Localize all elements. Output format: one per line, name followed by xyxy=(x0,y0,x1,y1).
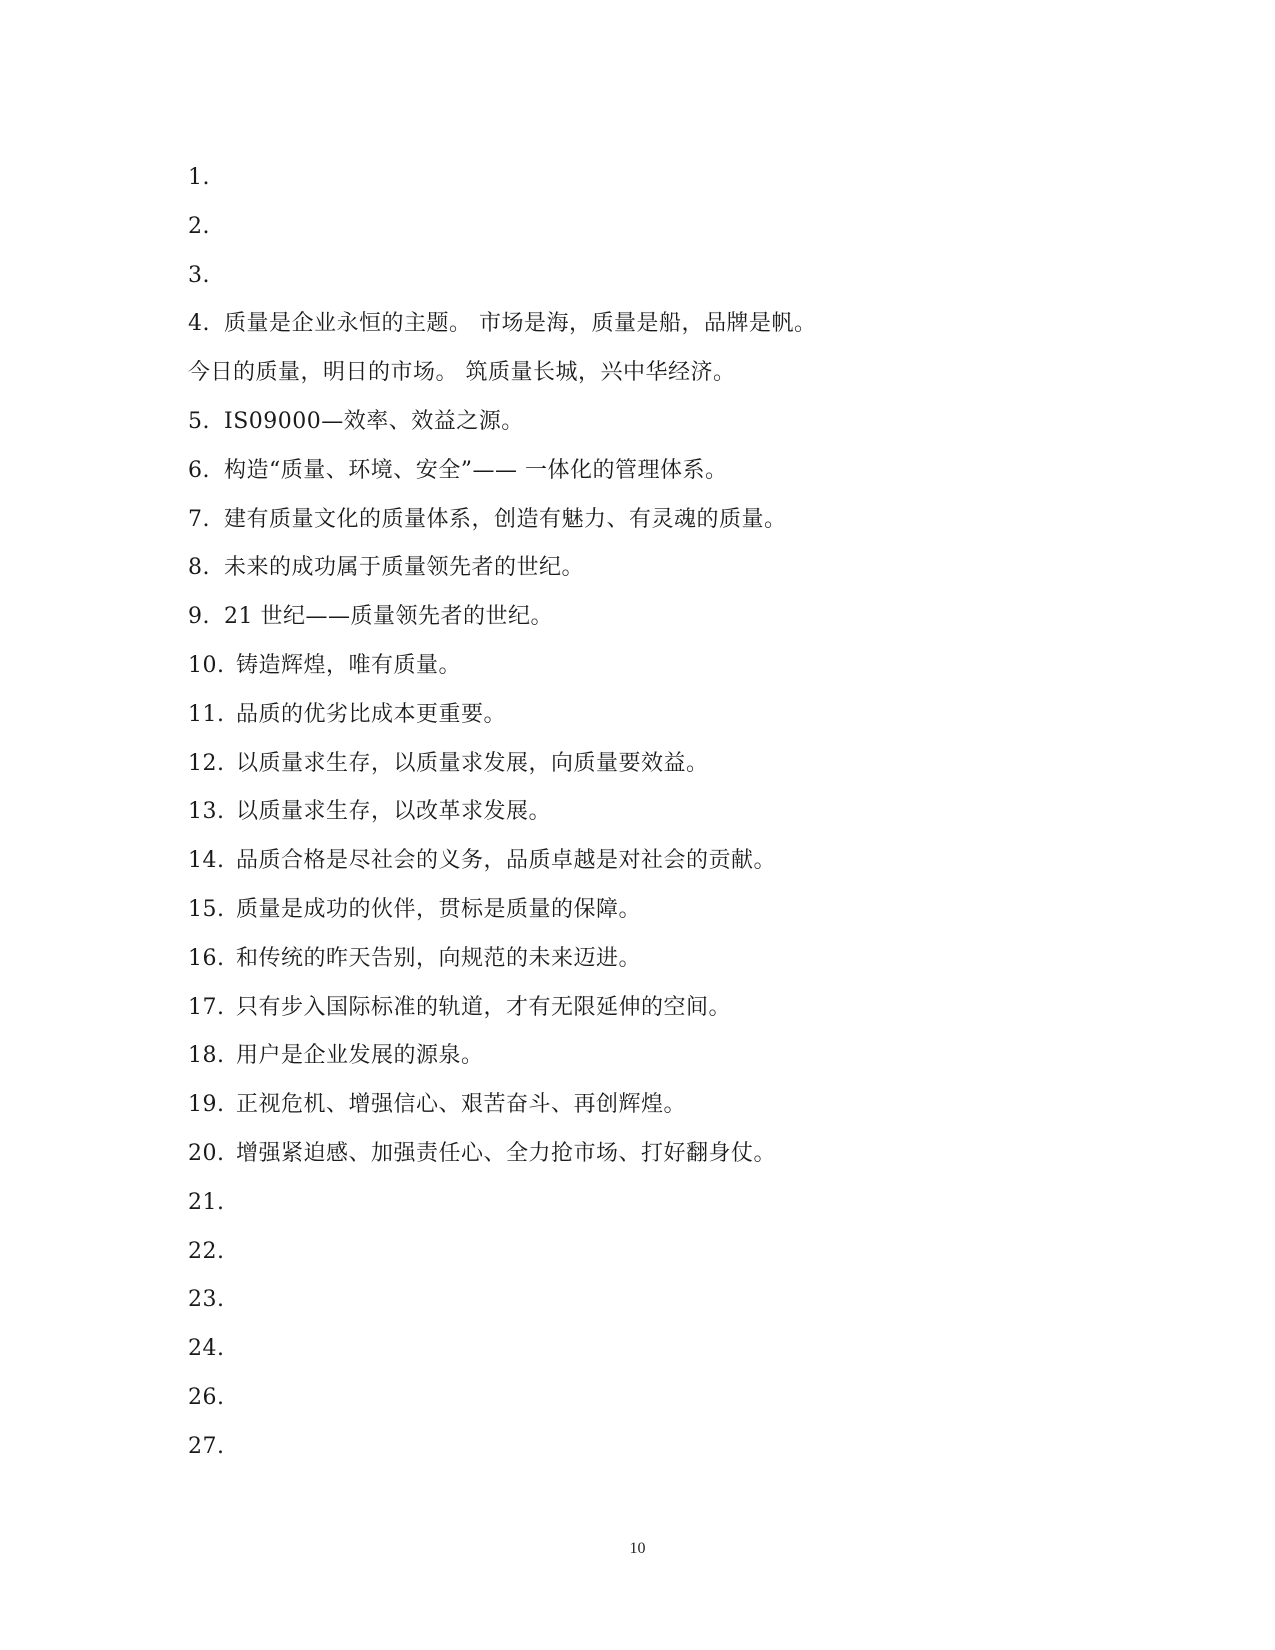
list-item xyxy=(188,1136,1088,1185)
list-item xyxy=(188,794,1088,843)
item-text: 只有步入国际标准的轨道，才有无限延伸的空间。 xyxy=(236,994,732,1020)
item-text: 21 世纪——质量领先者的世纪。 xyxy=(224,604,553,630)
item-text: 构造“质量、环境、安全”—— 一体化的管理体系。 xyxy=(224,457,728,483)
item-text: 今日的质量，明日的市场。 筑质量长城，兴中华经济。 xyxy=(188,360,736,386)
list-item xyxy=(188,404,1088,453)
list-item xyxy=(188,892,1088,941)
item-text: 以质量求生存，以质量求发展，向质量要效益。 xyxy=(236,750,709,776)
item-number: 3. xyxy=(188,262,210,288)
item-number: 15. xyxy=(188,896,225,922)
item-text: 品质合格是尽社会的义务，品质卓越是对社会的贡献。 xyxy=(236,848,777,874)
item-number: 11. xyxy=(188,701,225,727)
item-number: 18. xyxy=(188,1043,225,1069)
item-number: 24. xyxy=(188,1336,225,1362)
list-item xyxy=(188,648,1088,697)
list-item xyxy=(188,599,1088,648)
list-item xyxy=(188,1038,1088,1087)
list-item xyxy=(188,1234,1088,1283)
item-number: 26. xyxy=(188,1384,225,1410)
item-text: IS09000—效率、效益之源。 xyxy=(224,408,524,434)
list-item xyxy=(188,1185,1088,1234)
list-item xyxy=(188,1331,1088,1380)
item-text: 质量是企业永恒的主题。 市场是海，质量是船，品牌是帆。 xyxy=(224,311,817,337)
list-item xyxy=(188,502,1088,551)
item-text: 以质量求生存，以改革求发展。 xyxy=(236,799,552,825)
item-text: 品质的优劣比成本更重要。 xyxy=(236,701,507,727)
item-number: 17. xyxy=(188,994,225,1020)
item-number: 2. xyxy=(188,213,210,239)
item-number: 7. xyxy=(188,506,210,532)
item-text: 用户是企业发展的源泉。 xyxy=(236,1043,484,1069)
item-number: 23. xyxy=(188,1287,225,1313)
item-text: 和传统的昨天告别，向规范的未来迈进。 xyxy=(236,945,642,971)
list-item xyxy=(188,306,1088,355)
item-number: 4. xyxy=(188,311,210,337)
list-item xyxy=(188,1380,1088,1429)
list-item xyxy=(188,697,1088,746)
list-item-continuation xyxy=(188,355,1088,404)
list-item xyxy=(188,209,1088,258)
item-number: 27. xyxy=(188,1433,225,1459)
item-text: 正视危机、增强信心、艰苦奋斗、再创辉煌。 xyxy=(236,1092,687,1118)
list-item xyxy=(188,843,1088,892)
item-number: 22. xyxy=(188,1238,225,1264)
item-number: 16. xyxy=(188,945,225,971)
item-number: 1. xyxy=(188,165,210,190)
item-text: 铸造辉煌，唯有质量。 xyxy=(236,652,462,678)
list-item xyxy=(188,1087,1088,1136)
list-item xyxy=(188,746,1088,795)
item-number: 20. xyxy=(188,1140,225,1166)
item-number: 12. xyxy=(188,750,225,776)
item-text: 未来的成功属于质量领先者的世纪。 xyxy=(224,555,585,581)
item-number: 21. xyxy=(188,1189,225,1215)
item-number: 14. xyxy=(188,848,225,874)
item-number: 10. xyxy=(188,652,225,678)
item-number: 6. xyxy=(188,457,210,483)
item-number: 5. xyxy=(188,408,210,434)
page-number: 10 xyxy=(629,1540,646,1557)
list-item xyxy=(188,453,1088,502)
item-text: 质量是成功的伙伴，贯标是质量的保障。 xyxy=(236,896,642,922)
list-item xyxy=(188,1282,1088,1331)
item-number: 8. xyxy=(188,555,210,581)
item-text: 建有质量文化的质量体系，创造有魅力、有灵魂的质量。 xyxy=(224,506,787,532)
item-text: 增强紧迫感、加强责任心、全力抢市场、打好翻身仗。 xyxy=(236,1140,777,1166)
list-item xyxy=(188,941,1088,990)
item-number: 9. xyxy=(188,604,210,630)
list-item xyxy=(188,258,1088,307)
list-item xyxy=(188,160,1088,209)
item-number: 13. xyxy=(188,799,225,825)
slogan-list xyxy=(188,160,1088,1478)
item-number: 19. xyxy=(188,1092,225,1118)
list-item xyxy=(188,1429,1088,1478)
list-item xyxy=(188,550,1088,599)
list-item xyxy=(188,990,1088,1039)
